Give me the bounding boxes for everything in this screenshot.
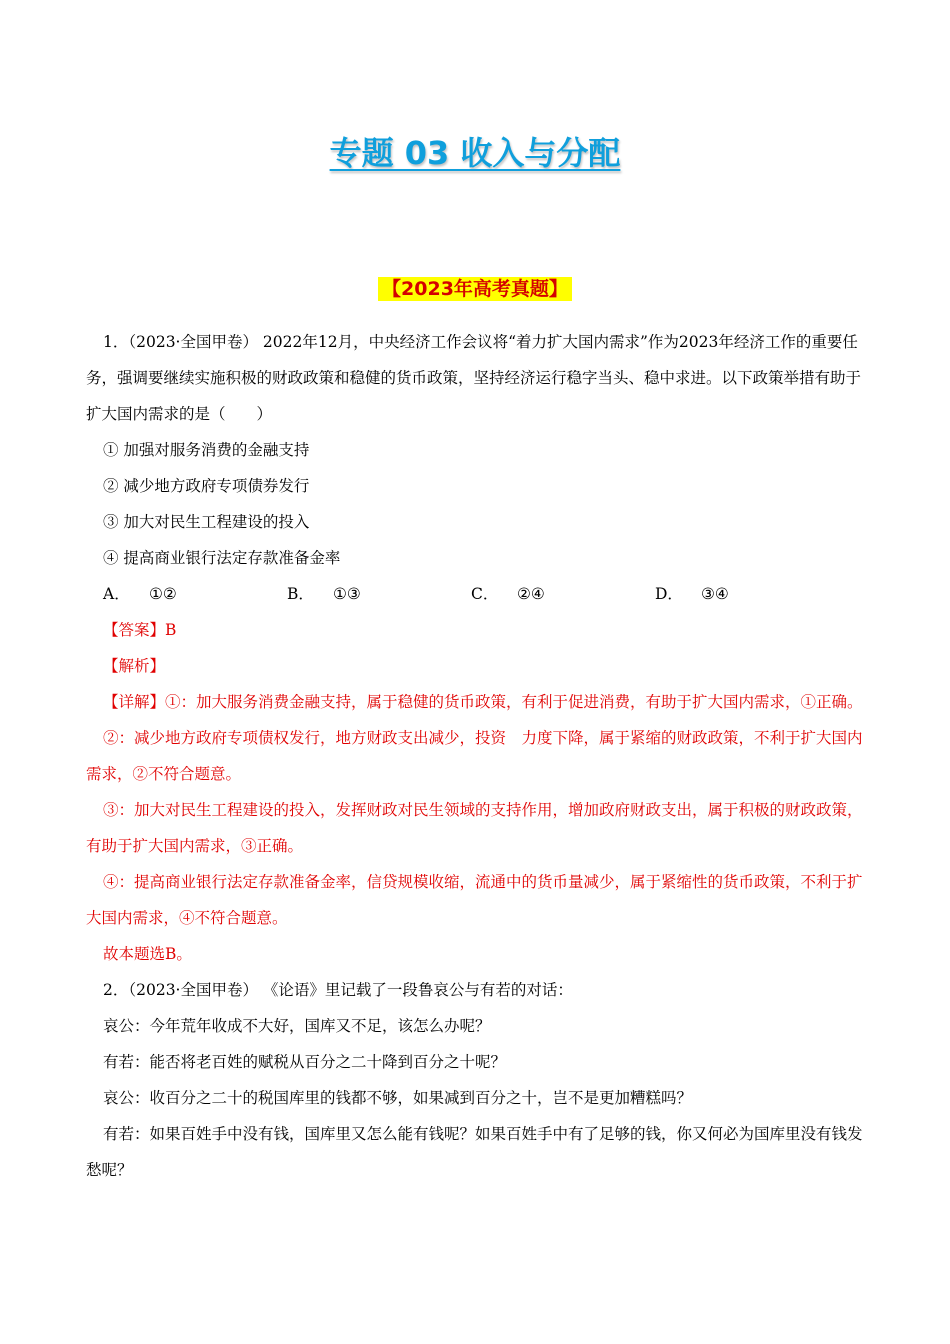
question-1-options	[86, 576, 866, 612]
dialogue-line: 有若：能否将老百姓的赋税从百分之二十降到百分之十呢？	[103, 1053, 507, 1071]
question-1-item: ① 加强对服务消费的金融支持	[103, 441, 310, 459]
detail-paragraph: ②：减少地方政府专项债权发行，地方财政支出减少，投资 力度下降，属于紧缩的财政政策，不利于扩大国内需求，②不符合题意。	[86, 729, 863, 783]
detail-paragraph: ③：加大对民生工程建设的投入，发挥财政对民生领域的支持作用，增加政府财政支出，属于积极的财政政策，有助于扩大国内需求，③正确。	[86, 801, 863, 855]
conclusion: 故本题选B。	[103, 945, 192, 963]
question-1-item: ④ 提高商业银行法定存款准备金率	[103, 549, 341, 567]
question-1-item: ② 减少地方政府专项债券发行	[103, 477, 310, 495]
question-1-stem: 1．（2023·全国甲卷） 2022年12月，中央经济工作会议将“着力扩大国内需求”作为2023年经济工作的重要任务，强调要继续实施积极的财政政策和稳健的货币政策，坚持经济运行稳字当头、稳中求进。以下政策举措有助于扩大国内需求的是（ ）	[86, 333, 862, 423]
dialogue-line: 哀公：收百分之二十的税国库里的钱都不够，如果减到百分之十，岂不是更加糟糕吗？	[103, 1089, 693, 1107]
question-1-item: ③ 加大对民生工程建设的投入	[103, 513, 310, 531]
dialogue-line: 有若：如果百姓手中没有钱，国库里又怎么能有钱呢？如果百姓手中有了足够的钱，你又何必为国库里没有钱发愁呢？	[86, 1125, 863, 1179]
option-b: B． ①③	[287, 585, 361, 603]
document-body	[86, 324, 866, 1188]
answer: 【答案】B	[103, 621, 177, 639]
question-2-stem: 2．（2023·全国甲卷） 《论语》里记载了一段鲁哀公与有若的对话：	[103, 981, 573, 999]
option-c: C． ②④	[471, 585, 545, 603]
detail-paragraph: ④：提高商业银行法定存款准备金率，信贷规模收缩，流通中的货币量减少，属于紧缩性的货币政策，不利于扩大国内需求，④不符合题意。	[86, 873, 863, 927]
analysis-heading: 【解析】	[103, 657, 166, 675]
dialogue-line: 哀公：今年荒年收成不大好，国库又不足，该怎么办呢？	[103, 1017, 491, 1035]
detail-paragraph: 【详解】①：加大服务消费金融支持，属于稳健的货币政策，有利于促进消费，有助于扩大国内需求，①正确。	[103, 693, 863, 711]
section-heading: 【2023年高考真题】	[0, 274, 950, 301]
page-title: 专题 03 收入与分配	[329, 134, 621, 172]
option-d: D． ③④	[655, 585, 729, 603]
option-a: A． ①②	[103, 585, 177, 603]
